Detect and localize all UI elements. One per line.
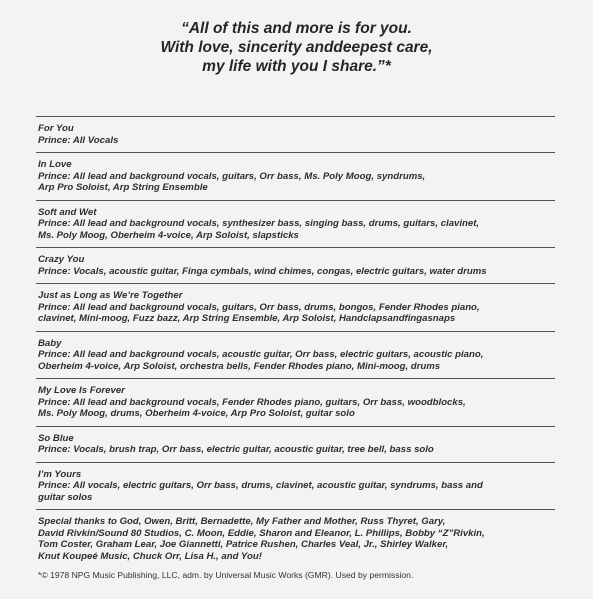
track-credit [36, 153, 555, 200]
track-personnel: Prince: All Vocals [38, 134, 119, 146]
quote-line: “All of this and more is for you. [181, 20, 412, 37]
track-personnel: Oberheim 4-voice, Arp Soloist, orchestra bells, Fender Rhodes piano, Mini-moog, drums [38, 360, 441, 372]
track-personnel: Arp Pro Soloist, Arp String Ensemble [38, 182, 208, 193]
track-personnel: Prince: All lead and background vocals, synthesizer bass, singing bass, drums, guitars, clavinet, [38, 218, 480, 229]
copyright-footnote: *© 1978 NPG Music Publishing, LLC, adm. by Universal Music Works (GMR). Used by permission. [38, 570, 414, 580]
track-title: Soft and Wet [38, 206, 97, 218]
track-title: Just as Long as We’re Together [38, 290, 183, 301]
track-credit [36, 117, 555, 152]
track-credits-list [36, 116, 555, 562]
track-title: I’m Yours [38, 468, 82, 480]
track-personnel: guitar solos [38, 491, 93, 503]
track-credit [36, 284, 555, 331]
track-credit [36, 248, 555, 283]
track-title: Baby [38, 337, 62, 349]
track-personnel: Ms. Poly Moog, Oberheim 4-voice, Arp Soloist, slapsticks [38, 229, 299, 241]
track-credit [36, 427, 555, 462]
dedication-quote [0, 19, 593, 76]
thanks-line: David Rivkin/Sound 80 Studios, C. Moon, Eddie, Sharon and Eleanor, L. Phillips, Bobby “Z”Rivkin, [38, 527, 485, 539]
track-title: So Blue [38, 432, 74, 444]
track-personnel: Prince: All lead and background vocals, Fender Rhodes piano, guitars, Orr bass, woodblocks, [38, 396, 466, 408]
track-title: My Love Is Forever [38, 385, 125, 396]
track-title: In Love [38, 159, 72, 170]
track-credit [36, 463, 555, 510]
track-credit [36, 379, 555, 426]
thanks-line: Special thanks to God, Owen, Britt, Bernadette, My Father and Mother, Russ Thyret, Gary, [38, 516, 446, 527]
track-title: For You [38, 123, 74, 134]
track-personnel: Prince: All lead and background vocals, acoustic guitar, Orr bass, electric guitars, acoustic piano, [38, 349, 484, 360]
special-thanks [36, 510, 555, 562]
thanks-line: Tom Coster, Graham Lear, Joe Giannetti, Patrice Rushen, Charles Veal, Jr., Shirley Walker, [38, 539, 449, 550]
track-personnel: Ms. Poly Moog, drums, Oberheim 4-voice, Arp Pro Soloist, guitar solo [38, 408, 355, 419]
track-title: Crazy You [38, 254, 85, 265]
track-personnel: Prince: All lead and background vocals, guitars, Orr bass, Ms. Poly Moog, syndrums, [38, 170, 426, 182]
thanks-line: Knut Koupeé Music, Chuck Orr, Lisa H., and You! [38, 550, 262, 562]
track-personnel: clavinet, Mini-moog, Fuzz bazz, Arp String Ensemble, Arp Soloist, Handclapsandfingasnaps [38, 313, 456, 324]
track-credit [36, 201, 555, 248]
track-personnel: Prince: Vocals, brush trap, Orr bass, electric guitar, acoustic guitar, tree bell, bass solo [38, 444, 434, 455]
track-personnel: Prince: All lead and background vocals, guitars, Orr bass, drums, bongos, Fender Rhodes piano, [38, 301, 480, 313]
track-personnel: Prince: All vocals, electric guitars, Orr bass, drums, clavinet, acoustic guitar, syndrums, bass and [38, 480, 483, 491]
track-credit [36, 332, 555, 379]
track-personnel: Prince: Vocals, acoustic guitar, Finga cymbals, wind chimes, congas, electric guitars, water drums [38, 265, 487, 277]
quote-line: my life with you I share.”* [202, 58, 391, 75]
quote-line: With love, sincerity anddeepest care, [160, 39, 433, 56]
